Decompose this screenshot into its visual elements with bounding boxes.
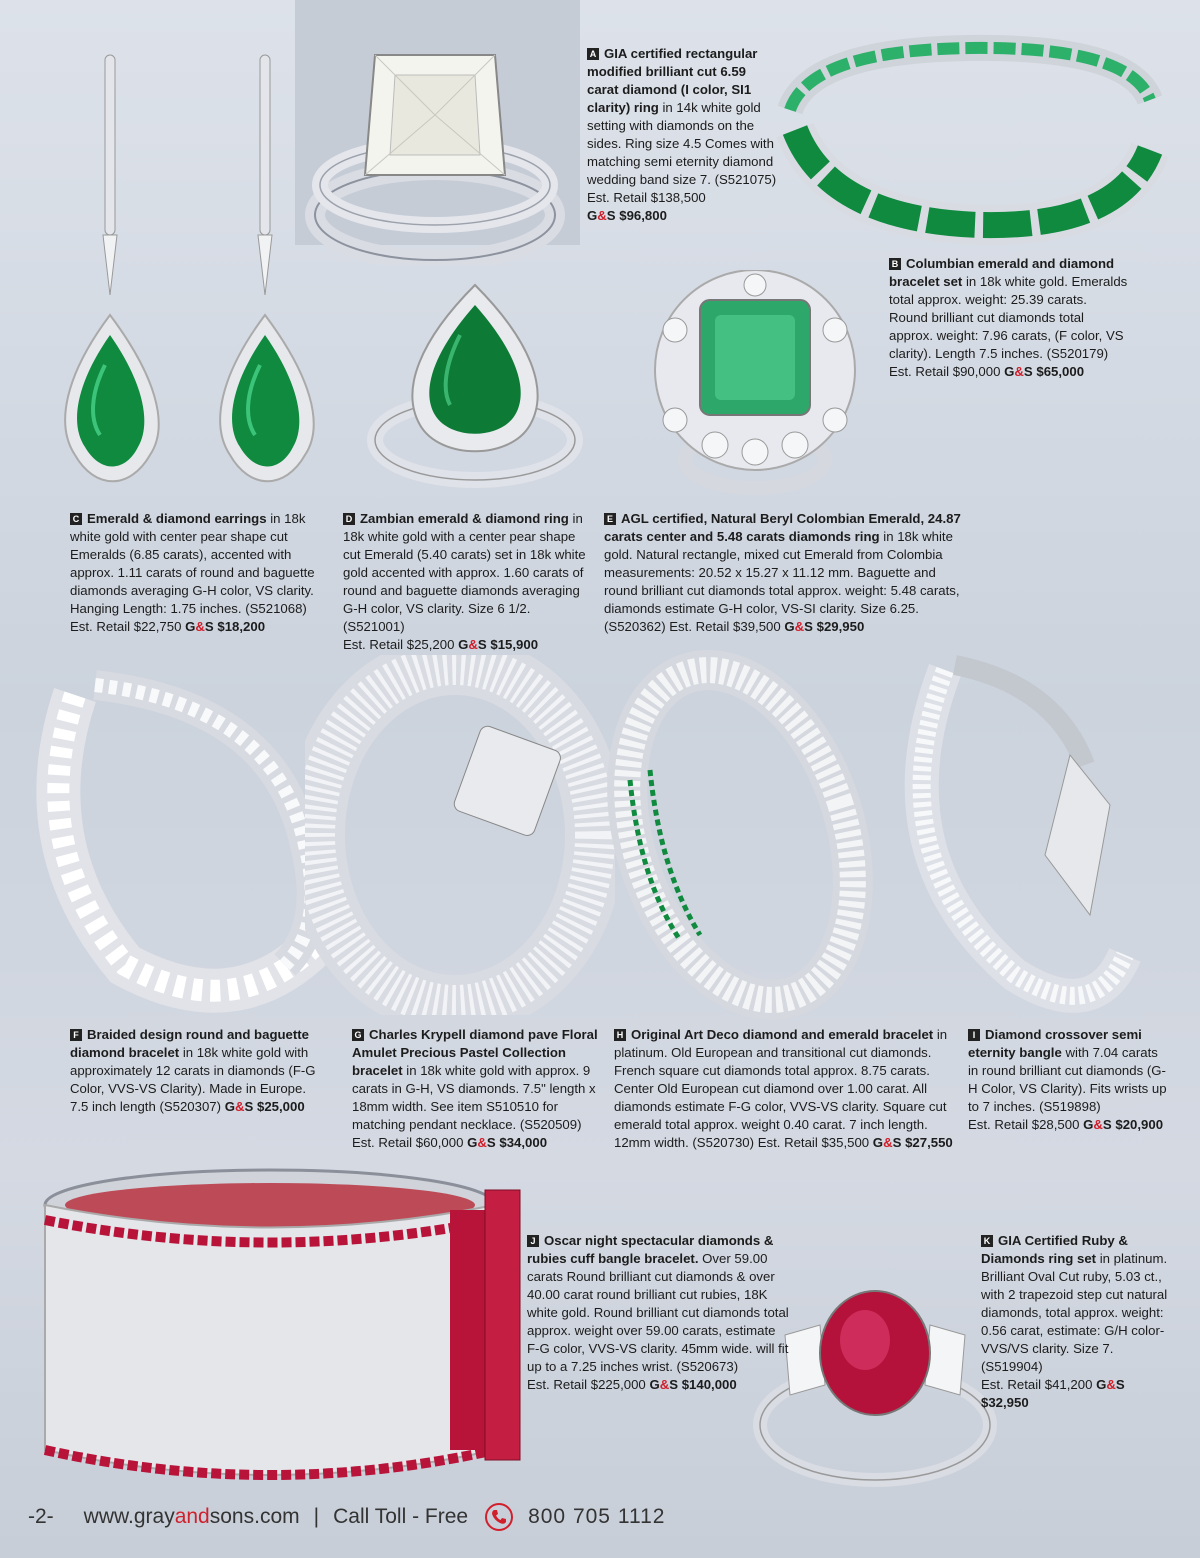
- phone-number[interactable]: 800 705 1112: [528, 1505, 666, 1528]
- page-footer: [28, 1500, 665, 1534]
- item-d-description: [343, 510, 588, 654]
- item-j-description: [527, 1232, 789, 1394]
- item-desc: in 18k white gold. Natural rectangle, mixed cut Emerald from Colombia measurements: 20.52 x 15.27 x 11.12 mm. Baguette and round brilliant cut diamonds total approx. weight: 5.48 carats, diamonds estimate G-H color, VS-SI clarity. Size 6.25. (S520362): [604, 529, 960, 634]
- krypell-bracelet-photo: [305, 655, 615, 1015]
- item-gs-price: $18,200: [217, 619, 266, 634]
- gs-price-label: G&S: [1004, 364, 1033, 379]
- item-desc: in 18k white gold with center pear shape cut Emeralds (6.85 carats), accented with approx. 1.11 carats of round and baguette diamonds averaging G-H color, VS clarity. Hanging Length: 1.75 inches. (S521068): [70, 511, 315, 616]
- item-desc: in platinum. Brilliant Oval Cut ruby, 5.03 ct., with 2 trapezoid step cut natural diamonds, total approx. weight: 0.56 carat, estimate: G/H color-VVS/VS clarity. Size 7. (S519904): [981, 1251, 1168, 1374]
- item-letter-badge: D: [343, 513, 355, 525]
- item-retail: Est. Retail $225,000: [527, 1377, 646, 1392]
- item-retail: Est. Retail $39,500: [669, 619, 781, 634]
- item-gs-price: $25,000: [256, 1099, 305, 1114]
- call-label: Call Toll - Free: [333, 1505, 469, 1528]
- item-desc: in 18k white gold with approximately 12 carats in diamonds (F-G Color, VVS-VS Clarity). Made in Europe. 7.5 inch length (S520307): [70, 1045, 316, 1114]
- item-a-description: [587, 45, 777, 225]
- item-retail: Est. Retail $60,000: [352, 1135, 464, 1150]
- item-title: Braided design round and baguette diamond bracelet: [70, 1027, 310, 1060]
- item-title: Charles Krypell diamond pave Floral Amulet Precious Pastel Collection bracelet: [352, 1027, 598, 1078]
- diamond-ring-photo: [300, 40, 570, 265]
- item-desc: Over 59.00 carats Round brilliant cut diamonds & over 40.00 carat round brilliant cut rubies, 18K white gold. Round brilliant cut diamonds total approx. weight over 59.00 carats, estimate F-G color, VVS-VS clarity. 45mm wide. will fit up to a 7.25 inches wrist. (S520673): [527, 1251, 789, 1374]
- item-title: Columbian emerald and diamond bracelet set: [889, 256, 1115, 289]
- item-title: Zambian emerald & diamond ring: [360, 511, 569, 526]
- ruby-cuff-photo: [30, 1160, 525, 1490]
- item-gs-price: $29,950: [816, 619, 865, 634]
- gs-price-label: G&S: [185, 619, 214, 634]
- gs-price-label: G&S: [649, 1377, 679, 1392]
- item-letter-badge: B: [889, 258, 901, 270]
- crossover-bangle-photo: [895, 655, 1185, 1025]
- item-title: Original Art Deco diamond and emerald bracelet: [631, 1027, 934, 1042]
- item-retail: Est. Retail $25,200: [343, 637, 455, 652]
- item-letter-badge: H: [614, 1029, 626, 1041]
- item-letter-badge: E: [604, 513, 616, 525]
- item-title: Diamond crossover semi eternity bangle: [968, 1027, 1142, 1060]
- item-retail: Est. Retail $22,750: [70, 619, 182, 634]
- item-gs-price: $27,550: [905, 1135, 953, 1150]
- item-h-description: [614, 1026, 954, 1152]
- braided-bracelet-photo: [35, 665, 335, 1015]
- page-number: -2-: [28, 1505, 54, 1528]
- item-desc: with 7.04 carats in round brilliant cut diamonds (G-H Color, VS Clarity). Fits wrists up to 7 inches. (S519898): [968, 1045, 1167, 1114]
- item-letter-badge: I: [968, 1029, 980, 1041]
- item-desc: in 18k white gold with approx. 9 carats in G-H, VS diamonds. 7.5" length x 18mm width. See item S510510 for matching pendant necklace. (S520509): [352, 1063, 596, 1132]
- item-gs-price: $140,000: [681, 1377, 737, 1392]
- item-desc: in 14k white gold setting with diamonds on the sides. Ring size 4.5 Comes with matching semi eternity diamond wedding band size 7. (S521075): [587, 100, 777, 187]
- gs-price-label: G&S: [587, 208, 616, 223]
- item-title: GIA certified rectangular modified brilliant cut 6.59 carat diamond (I color, SI1 clarity) ring: [587, 46, 758, 115]
- item-retail: Est. Retail $35,500: [757, 1135, 870, 1150]
- item-retail: Est. Retail $138,500: [587, 190, 706, 205]
- item-desc: in 18k white gold with a center pear shape cut Emerald (5.40 carats) set in 18k white gold accented with approx. 1.60 carats of round and baguette diamonds averaging G-H color, VS clarity. Size 6 1/2. (S521001): [343, 511, 586, 634]
- item-i-description: [968, 1026, 1168, 1134]
- item-desc: in 18k white gold. Emeralds total approx. weight: 25.39 carats. Round brilliant cut diamonds total approx. weight: 7.96 carats, (F color, VS clarity). Length 7.5 inches. (S520179): [889, 274, 1128, 361]
- item-retail: Est. Retail $28,500: [968, 1117, 1080, 1132]
- item-gs-price: $65,000: [1036, 364, 1085, 379]
- item-desc: in platinum. Old European and transitional cut diamonds. French square cut diamonds total approx. 8.75 carats. Center Old European cut diamond over 1.00 carat. All diamonds estimate F-G color, VVS-VS clarity. Square cut emerald total approx. weight 0.40 carat. 7 inch length. 12mm width. (S520730): [614, 1027, 948, 1150]
- gs-price-label: G&S: [467, 1135, 496, 1150]
- item-letter-badge: J: [527, 1235, 539, 1247]
- item-title: Emerald & diamond earrings: [87, 511, 267, 526]
- emerald-bracelet-photo: [770, 30, 1170, 245]
- item-retail: Est. Retail $41,200: [981, 1377, 1093, 1392]
- item-title: AGL certified, Natural Beryl Colombian Emerald, 24.87 carats center and 5.48 carats diamonds ring: [604, 511, 961, 544]
- gs-price-label: G&S: [1096, 1377, 1125, 1392]
- zambian-emerald-ring-photo: [360, 280, 590, 490]
- item-letter-badge: K: [981, 1235, 993, 1247]
- item-letter-badge: A: [587, 48, 599, 60]
- art-deco-bracelet-photo: [600, 650, 890, 1020]
- item-c-description: [70, 510, 315, 636]
- gs-price-label: G&S: [224, 1099, 254, 1114]
- gs-price-label: G&S: [872, 1135, 902, 1150]
- item-title: Oscar night spectacular diamonds & rubies cuff bangle bracelet.: [527, 1233, 774, 1266]
- item-letter-badge: F: [70, 1029, 82, 1041]
- footer-separator: |: [313, 1505, 320, 1528]
- gs-price-label: G&S: [458, 637, 487, 652]
- item-gs-price: $34,000: [499, 1135, 548, 1150]
- item-retail: Est. Retail $90,000: [889, 364, 1001, 379]
- item-g-description: [352, 1026, 602, 1152]
- emerald-earrings-photo: [45, 45, 335, 495]
- item-letter-badge: G: [352, 1029, 364, 1041]
- item-gs-price: $15,900: [490, 637, 539, 652]
- gs-price-label: G&S: [784, 619, 813, 634]
- item-letter-badge: C: [70, 513, 82, 525]
- item-gs-price: $32,950: [981, 1395, 1029, 1410]
- item-gs-price: $96,800: [619, 208, 667, 223]
- item-gs-price: $20,900: [1115, 1117, 1164, 1132]
- colombian-emerald-ring-photo: [630, 270, 880, 495]
- gs-price-label: G&S: [1083, 1117, 1112, 1132]
- item-f-description: [70, 1026, 320, 1116]
- phone-icon: [484, 1502, 514, 1532]
- website-link[interactable]: www.grayandsons.com: [83, 1505, 300, 1528]
- item-title: GIA Certified Ruby & Diamonds ring set: [981, 1233, 1128, 1266]
- item-e-description: [604, 510, 964, 636]
- item-b-description: [889, 255, 1129, 381]
- item-k-description: [981, 1232, 1176, 1412]
